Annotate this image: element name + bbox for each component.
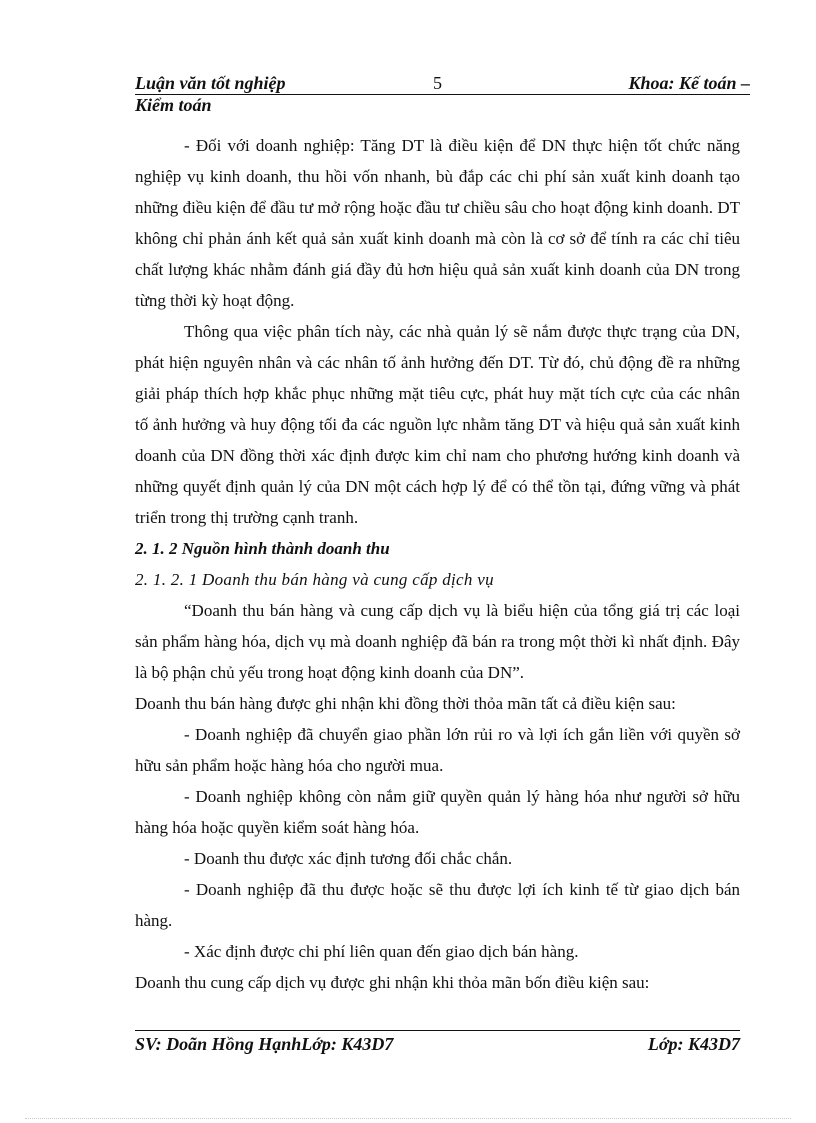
- page-bottom-divider: [25, 1118, 791, 1119]
- conditions-intro: Doanh thu bán hàng được ghi nhận khi đồng thời thỏa mãn tất cả điều kiện sau:: [135, 694, 676, 713]
- page-header: [135, 72, 750, 116]
- header-faculty: Khoa: Kế toán –: [628, 73, 750, 93]
- condition-item: - Doanh nghiệp không còn nắm giữ quyền quản lý hàng hóa như người sở hữu hàng hóa hoặc quyền kiểm soát hàng hóa.: [135, 787, 740, 837]
- header-faculty-continued: Kiểm toán: [135, 95, 212, 115]
- condition-item: - Doanh nghiệp đã thu được hoặc sẽ thu được lợi ích kinh tế từ giao dịch bán hàng.: [135, 880, 740, 930]
- definition-quote: “Doanh thu bán hàng và cung cấp dịch vụ là biểu hiện của tổng giá trị các loại sản phẩm hàng hóa, dịch vụ mà doanh nghiệp đã bán ra trong một thời kì nhất định. Đây là bộ phận chủ yếu trong hoạt động kinh doanh của DN”.: [135, 601, 740, 682]
- condition-item: - Doanh thu được xác định tương đối chắc chắn.: [184, 849, 513, 868]
- section-heading: 2. 1. 2 Nguồn hình thành doanh thu: [135, 539, 390, 558]
- subsection-heading: 2. 1. 2. 1 Doanh thu bán hàng và cung cấp dịch vụ: [135, 570, 494, 589]
- paragraph-enterprise-benefit: - Đối với doanh nghiệp: Tăng DT là điều kiện để DN thực hiện tốt chức năng nghiệp vụ kinh doanh, thu hồi vốn nhanh, bù đắp các chi phí sản xuất kinh doanh tạo những điều kiện để đầu tư mở rộng hoặc đầu tư chiều sâu cho hoạt động kinh doanh. DT không chỉ phản ánh kết quả sản xuất kinh doanh mà còn là cơ sở để tính ra các chỉ tiêu chất lượng khác nhằm đánh giá đầy đủ hơn hiệu quả sản xuất kinh doanh của DN trong từng thời kỳ hoạt động.: [135, 136, 740, 310]
- footer-class: Lớp: K43D7: [647, 1034, 740, 1054]
- condition-item: - Xác định được chi phí liên quan đến giao dịch bán hàng.: [184, 942, 579, 961]
- paragraph-analysis-purpose: Thông qua việc phân tích này, các nhà quản lý sẽ nắm được thực trạng của DN, phát hiện nguyên nhân và các nhân tố ảnh hưởng đến DT. Từ đó, chủ động đề ra những giải pháp thích hợp khắc phục những mặt tiêu cực, phát huy mặt tích cực của các nhân tố ảnh hưởng và huy động tối đa các nguồn lực nhằm tăng DT và hiệu quả sản xuất kinh doanh của DN đồng thời xác định được kim chỉ nam cho phương hướng kinh doanh và những quyết định quản lý của DN một cách hợp lý để có thể tồn tại, đứng vững và phát triển trong thị trường cạnh tranh.: [135, 322, 740, 527]
- page-body: [135, 130, 740, 998]
- page-number: 5: [433, 73, 442, 93]
- footer-rule: [135, 1030, 740, 1031]
- condition-item: - Doanh nghiệp đã chuyển giao phần lớn rủi ro và lợi ích gắn liền với quyền sở hữu sản phẩm hoặc hàng hóa cho người mua.: [135, 725, 740, 775]
- footer-student: SV: Doãn Hồng HạnhLớp: K43D7: [135, 1034, 394, 1054]
- header-rule: [135, 94, 750, 95]
- service-conditions-intro: Doanh thu cung cấp dịch vụ được ghi nhận khi thỏa mãn bốn điều kiện sau:: [135, 973, 650, 992]
- header-thesis-title: Luận văn tốt nghiệp: [135, 73, 286, 93]
